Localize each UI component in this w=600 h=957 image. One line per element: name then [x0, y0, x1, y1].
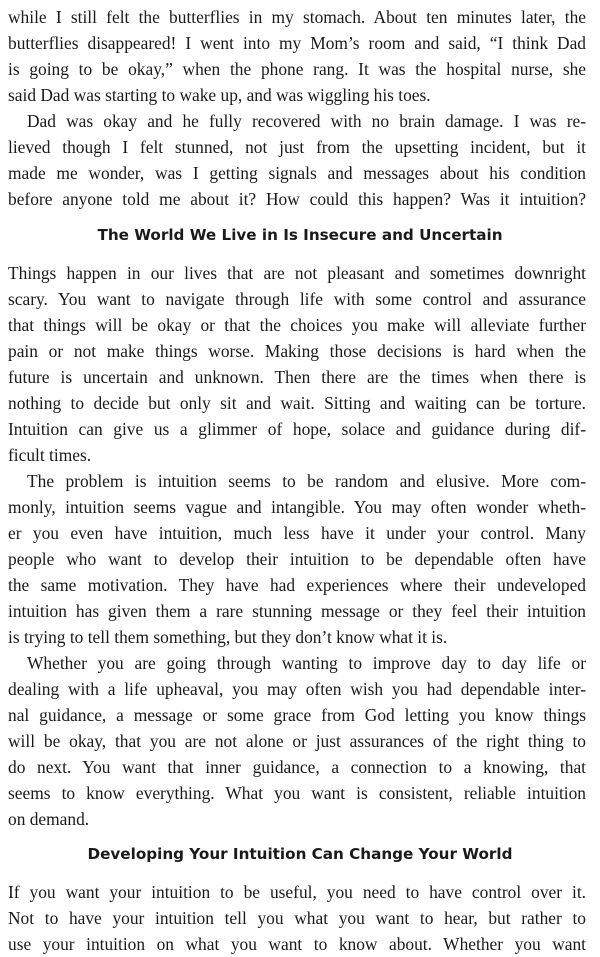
text-line: intuition has given them a rare stunning message or they feel their intuition: [8, 601, 586, 621]
text-line: while I still felt the butterflies in my stomach. About ten minutes later, the: [8, 7, 586, 27]
text-line: If you want your intuition to be useful, you need to have control over it.: [8, 882, 586, 902]
text-line: Not to have your intuition tell you what you want to hear, but rather to: [8, 908, 586, 928]
text-line: monly, intuition seems vague and intangible. You may often wonder wheth-: [8, 497, 586, 517]
text-line: lieved though I felt stunned, not just from the upsetting incident, but it: [8, 137, 586, 157]
text-line: dealing with a life upheaval, you may often wish you had dependable inter-: [8, 679, 586, 699]
section-heading: Developing Your Intuition Can Change Your World: [87, 845, 513, 863]
text-line: butterflies disappeared! I went into my Mom’s room and said, “I think Dad: [8, 33, 586, 53]
text-line: people who want to develop their intuition to be dependable often have: [8, 549, 586, 569]
text-line: that things will be okay or that the choices you make will alleviate further: [8, 315, 586, 335]
text-line: seems to know everything. What you want is consistent, reliable intuition: [8, 783, 586, 803]
text-line: the same motivation. They have had experiences where their undeveloped: [8, 575, 586, 595]
text-line: is going to be okay,” when the phone rang. It was the hospital nurse, she: [8, 59, 586, 79]
text-line: is trying to tell them something, but they don’t know what it is.: [8, 627, 448, 647]
text-line: future is uncertain and unknown. Then there are the times when there is: [8, 367, 586, 387]
text-line: said Dad was starting to wake up, and was wiggling his toes.: [8, 85, 431, 105]
text-line: nothing to decide but only sit and wait. Sitting and waiting can be torture.: [8, 393, 586, 413]
text-line: Intuition can give us a glimmer of hope, solace and guidance during dif-: [8, 419, 586, 439]
text-line: Things happen in our lives that are not pleasant and sometimes downright: [8, 263, 586, 283]
text-line: use your intuition on what you want to know about. Whether you want: [8, 934, 586, 954]
text-line: Dad was okay and he fully recovered with no brain damage. I was re-: [27, 111, 586, 131]
text-line: Whether you are going through wanting to improve day to day life or: [27, 653, 586, 673]
text-line: do next. You want that inner guidance, a connection to a knowing, that: [8, 757, 586, 777]
text-line: pain or not make things worse. Making those decisions is hard when the: [8, 341, 586, 361]
text-line: nal guidance, a message or some grace from God letting you know things: [8, 705, 586, 725]
text-line: will be okay, that you are not alone or just assurances of the right thing to: [8, 731, 586, 751]
text-line: before anyone told me about it? How could this happen? Was it intuition?: [8, 189, 586, 209]
text-line: The problem is intuition seems to be random and elusive. More com-: [27, 471, 586, 491]
text-line: made me wonder, was I getting signals and messages about his condition: [8, 163, 586, 183]
text-line: er you even have intuition, much less have it under your control. Many: [8, 523, 586, 543]
text-line: on demand.: [8, 809, 90, 829]
text-line: ficult times.: [8, 445, 92, 465]
text-line: scary. You want to navigate through life with some control and assurance: [8, 289, 586, 309]
section-heading: The World We Live in Is Insecure and Uncertain: [97, 226, 503, 244]
